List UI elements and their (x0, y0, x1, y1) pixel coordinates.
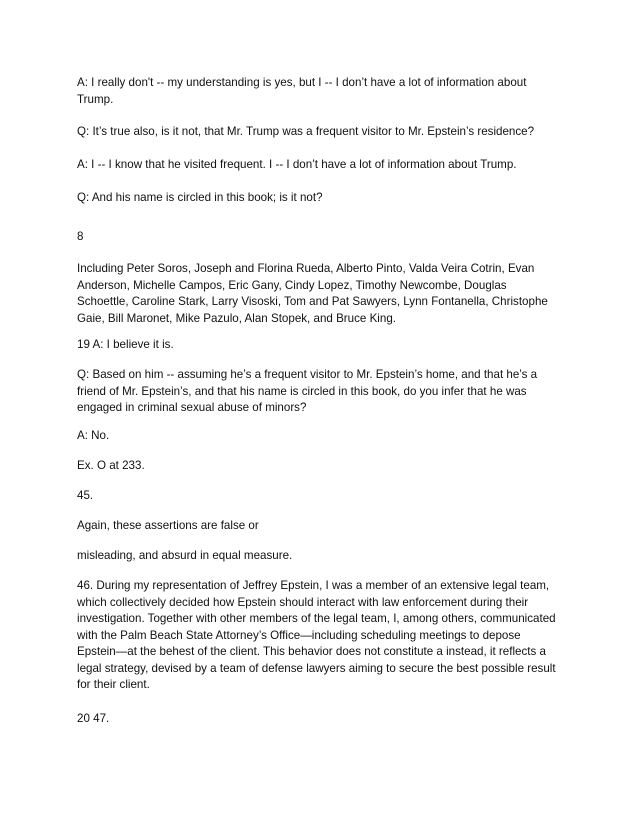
transcript-answer-visited: A: I -- I know that he visited frequent. I -- I don’t have a lot of information about Trump. (77, 158, 517, 171)
transcript-question-frequent-visitor: Q: It’s true also, is it not, that Mr. Trump was a frequent visitor to Mr. Epstein’s residence? (77, 125, 535, 138)
paragraph-number-45: 45. (77, 489, 94, 502)
transcript-answer-no: A: No. (77, 429, 110, 442)
transcript-answer-trump-info: A: I really don't -- my understanding is yes, but I -- I don’t have a lot of information about Trump. (77, 76, 527, 106)
footnote-number: 8 (77, 230, 84, 243)
transcript-question-infer: Q: Based on him -- assuming he’s a frequent visitor to Mr. Epstein’s home, and that he’s a friend of Mr. Epstein’s, and that his name is circled in this book, do you infer that he was engaged in criminal sexual abuse of minors? (77, 368, 538, 414)
paragraph-number-47: 20 47. (77, 712, 110, 725)
paragraph-45-text-part2: misleading, and absurd in equal measure. (77, 549, 293, 562)
paragraph-45-text-part1: Again, these assertions are false or (77, 519, 259, 532)
exhibit-citation: Ex. O at 233. (77, 459, 145, 472)
transcript-answer-believe: 19 A: I believe it is. (77, 338, 174, 351)
paragraph-46-text: 46. During my representation of Jeffrey Epstein, I was a member of an extensive legal team, which collectively decided how Epstein should interact with law enforcement during their investigation. Together with other members of the legal team, I, among others, communicated with the Palm Beach State Attorney’s Office—including scheduling meetings to depose Epstein—at the behest of the client. This behavior does not constitute a instead, it reflects a legal strategy, devised by a team of defense lawyers aiming to secure the best possible result for their client. (77, 579, 556, 691)
transcript-question-name-circled: Q: And his name is circled in this book; is it not? (77, 191, 323, 204)
footnote-names-list: Including Peter Soros, Joseph and Florina Rueda, Alberto Pinto, Valda Veira Cotrin, Evan Anderson, Michelle Campos, Eric Gany, Cindy Lopez, Timothy Newcombe, Douglas Schoettle, Caroline Stark, Larry Visoski, Tom and Pat Sawyers, Lynn Fontanella, Christophe Gaie, Bill Maronet, Mike Pazulo, Alan Stopek, and Bruce King. (77, 262, 548, 325)
